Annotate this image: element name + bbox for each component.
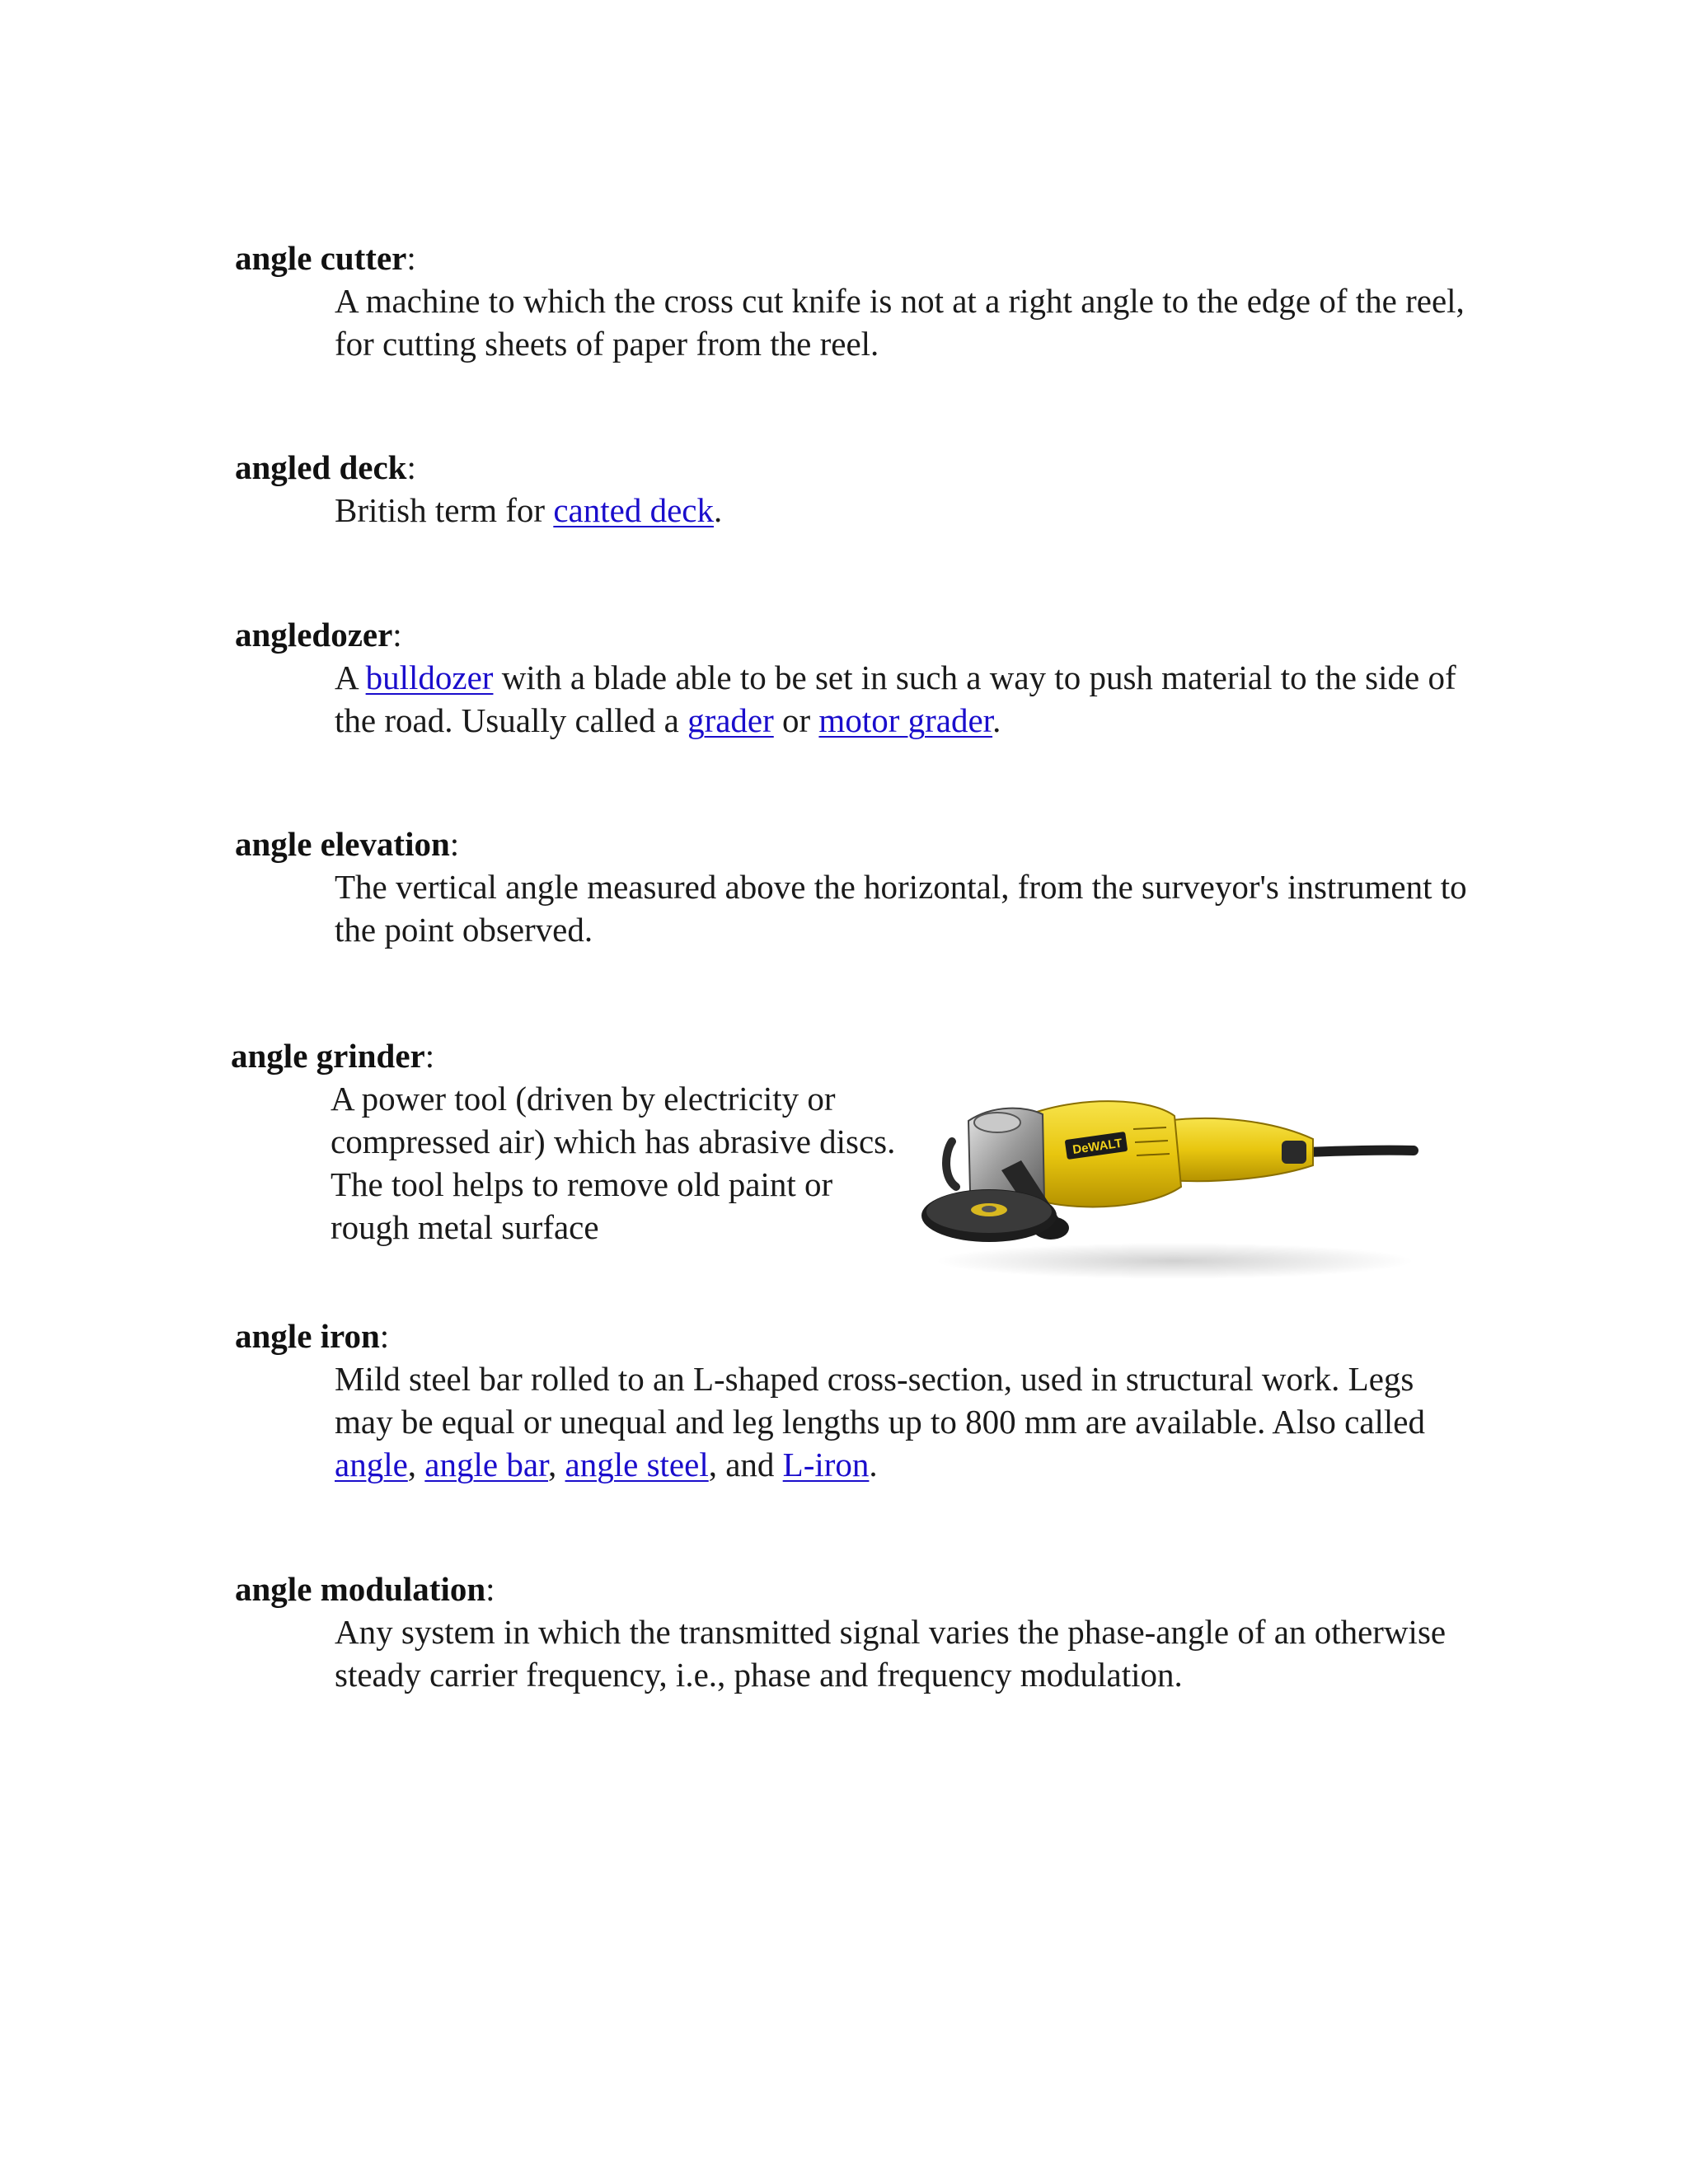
link-angle-bar[interactable]: angle bar: [424, 1446, 549, 1483]
term-colon: :: [392, 616, 402, 654]
definition-segment: British term for: [335, 491, 554, 529]
definition-segment: with a blade able to be set in such a way to push material to the side of the road. Usually called a: [335, 658, 1456, 739]
definition-text: [335, 656, 1471, 742]
link-angle-steel[interactable]: angle steel: [565, 1446, 709, 1483]
definition-text: The vertical angle measured above the horizontal, from the surveyor's instrument to the point observed.: [335, 868, 1467, 949]
definition-text: A power tool (driven by electricity or compressed air) which has abrasive discs. The tool helps to remove old paint or rough metal surface: [331, 1080, 896, 1246]
definition-segment: , and: [708, 1446, 783, 1483]
definition-text: [335, 489, 1471, 532]
definition-segment: or: [773, 701, 819, 739]
term-heading: angledozer: [235, 616, 393, 654]
link-angle[interactable]: angle: [335, 1446, 408, 1483]
term-colon: :: [379, 1317, 390, 1355]
definition-segment: ,: [407, 1446, 425, 1483]
term-heading: angle elevation: [235, 825, 450, 863]
term-colon: :: [449, 825, 460, 863]
term-heading: angle iron: [235, 1317, 380, 1355]
entry-angle-elevation: [235, 823, 1471, 951]
definition-text: Any system in which the transmitted signal varies the phase-angle of an otherwise steady carrier frequency, i.e., phase and frequency modulation.: [335, 1613, 1447, 1694]
term-line: [235, 237, 1471, 279]
angle-grinder-illustration: [919, 1063, 1430, 1286]
link-motor-grader[interactable]: motor grader: [818, 701, 993, 739]
definition-segment: .: [869, 1446, 878, 1483]
link-grader[interactable]: grader: [687, 701, 774, 739]
definition-segment: .: [713, 491, 723, 529]
entry-angle-cutter: [235, 237, 1471, 365]
term-colon: :: [485, 1570, 495, 1608]
term-line: [235, 446, 1471, 489]
entry-angle-iron: [235, 1315, 1471, 1486]
term-heading: angled deck: [235, 448, 407, 486]
link-canted-deck[interactable]: canted deck: [553, 491, 714, 529]
definition-segment: A: [335, 658, 366, 696]
term-colon: :: [424, 1037, 435, 1075]
term-line: [235, 613, 1471, 656]
entry-angled-deck: [235, 446, 1471, 532]
entry-angle-modulation: [235, 1568, 1471, 1696]
brand-label: DeWALT: [1071, 1136, 1123, 1157]
term-colon: :: [406, 448, 416, 486]
term-heading: angle modulation: [235, 1570, 486, 1608]
definition-segment: .: [992, 701, 1001, 739]
definition-text: [335, 1357, 1471, 1486]
term-line: [235, 1315, 1471, 1357]
term-heading: angle cutter: [235, 239, 407, 277]
link-bulldozer[interactable]: bulldozer: [365, 658, 494, 696]
term-colon: :: [406, 239, 416, 277]
term-heading: angle grinder: [231, 1037, 425, 1075]
definition-segment: Mild steel bar rolled to an L-shaped cross-section, used in structural work. Legs may be equal or unequal and leg lengths up to 800 mm are available. Also called: [335, 1360, 1425, 1441]
entry-angledozer: [235, 613, 1471, 742]
definition-text: A machine to which the cross cut knife is not at a right angle to the edge of the reel, for cutting sheets of paper from the reel.: [335, 282, 1465, 363]
link-l-iron[interactable]: L-iron: [782, 1446, 870, 1483]
term-line: [235, 1568, 1471, 1610]
term-line: [235, 823, 1471, 865]
definition-segment: ,: [548, 1446, 565, 1483]
